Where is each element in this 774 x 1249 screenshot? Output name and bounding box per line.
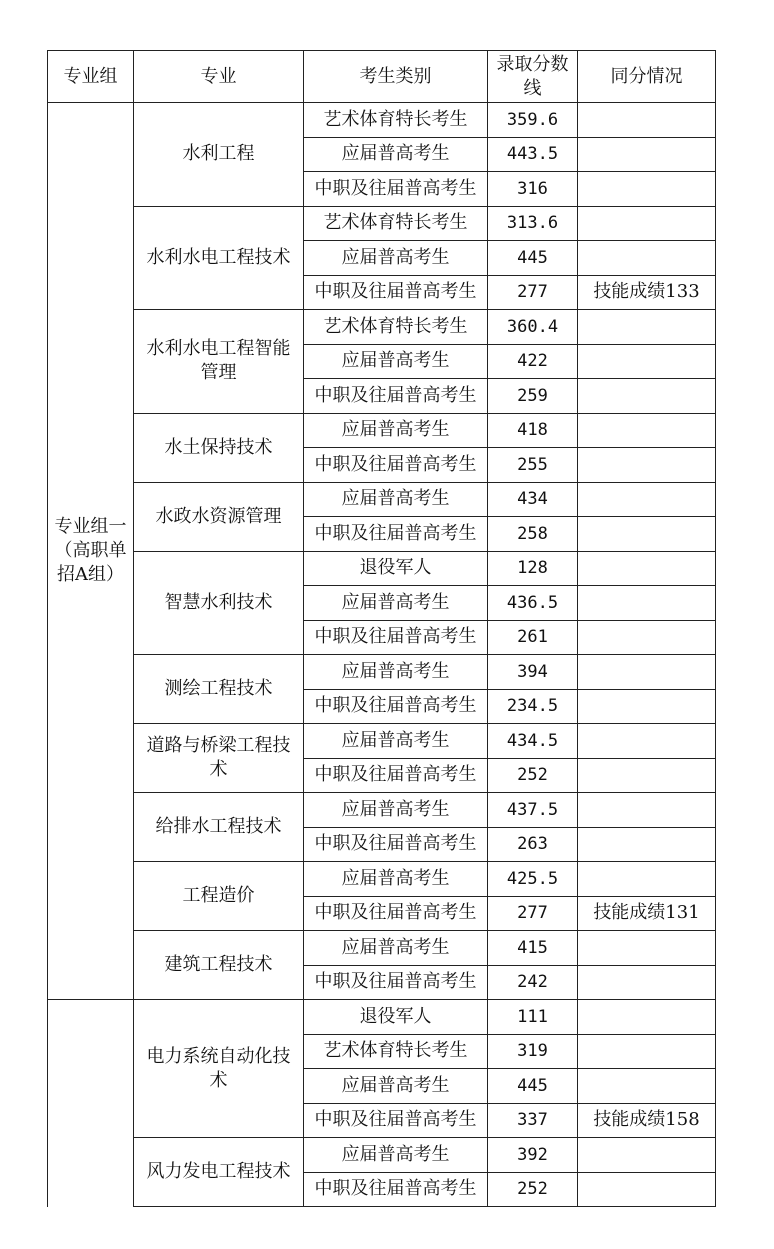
tie-cell: 技能成绩133	[578, 275, 716, 310]
category-cell: 应届普高考生	[304, 1138, 488, 1173]
tie-cell	[578, 758, 716, 793]
score-cell: 261	[488, 620, 578, 655]
score-cell: 234.5	[488, 689, 578, 724]
score-cell: 258	[488, 517, 578, 552]
tie-cell: 技能成绩131	[578, 896, 716, 931]
category-cell: 中职及往届普高考生	[304, 448, 488, 483]
score-cell: 313.6	[488, 206, 578, 241]
score-cell: 425.5	[488, 862, 578, 897]
category-cell: 应届普高考生	[304, 413, 488, 448]
score-cell: 360.4	[488, 310, 578, 345]
score-cell: 277	[488, 896, 578, 931]
score-cell: 252	[488, 1172, 578, 1207]
category-cell: 中职及往届普高考生	[304, 517, 488, 552]
table-row	[48, 310, 716, 345]
tie-cell	[578, 517, 716, 552]
header-score: 录取分数线	[488, 51, 578, 103]
table-row	[48, 206, 716, 241]
tie-cell	[578, 689, 716, 724]
category-cell: 退役军人	[304, 551, 488, 586]
score-cell: 392	[488, 1138, 578, 1173]
score-cell: 436.5	[488, 586, 578, 621]
category-cell: 应届普高考生	[304, 724, 488, 759]
table-row	[48, 482, 716, 517]
major-cell: 道路与桥梁工程技术	[134, 724, 304, 793]
table-row	[48, 793, 716, 828]
category-cell: 应届普高考生	[304, 1069, 488, 1104]
table-row	[48, 1000, 716, 1035]
score-cell: 263	[488, 827, 578, 862]
category-cell: 中职及往届普高考生	[304, 965, 488, 1000]
score-cell: 437.5	[488, 793, 578, 828]
category-cell: 艺术体育特长考生	[304, 206, 488, 241]
tie-cell	[578, 1069, 716, 1104]
major-cell: 水政水资源管理	[134, 482, 304, 551]
tie-cell	[578, 241, 716, 276]
score-cell: 242	[488, 965, 578, 1000]
major-cell: 水利工程	[134, 103, 304, 207]
score-cell: 394	[488, 655, 578, 690]
table-row	[48, 1138, 716, 1173]
category-cell: 应届普高考生	[304, 862, 488, 897]
category-cell: 艺术体育特长考生	[304, 103, 488, 138]
tie-cell	[578, 586, 716, 621]
score-cell: 128	[488, 551, 578, 586]
tie-cell	[578, 413, 716, 448]
score-cell: 418	[488, 413, 578, 448]
category-cell: 应届普高考生	[304, 931, 488, 966]
table-body	[48, 103, 716, 1207]
header-tie: 同分情况	[578, 51, 716, 103]
category-cell: 应届普高考生	[304, 482, 488, 517]
tie-cell	[578, 1034, 716, 1069]
tie-cell	[578, 862, 716, 897]
tie-cell	[578, 620, 716, 655]
category-cell: 应届普高考生	[304, 793, 488, 828]
admission-score-table	[47, 50, 716, 1207]
category-cell: 中职及往届普高考生	[304, 1172, 488, 1207]
score-cell: 443.5	[488, 137, 578, 172]
major-cell: 水土保持技术	[134, 413, 304, 482]
tie-cell	[578, 344, 716, 379]
header-major: 专业	[134, 51, 304, 103]
major-cell: 智慧水利技术	[134, 551, 304, 655]
score-cell: 255	[488, 448, 578, 483]
tie-cell	[578, 379, 716, 414]
major-cell: 测绘工程技术	[134, 655, 304, 724]
category-cell: 中职及往届普高考生	[304, 896, 488, 931]
tie-cell	[578, 137, 716, 172]
table-row	[48, 655, 716, 690]
score-cell: 445	[488, 1069, 578, 1104]
score-cell: 277	[488, 275, 578, 310]
tie-cell	[578, 724, 716, 759]
tie-cell	[578, 965, 716, 1000]
major-cell: 水利水电工程智能管理	[134, 310, 304, 414]
tie-cell	[578, 482, 716, 517]
score-cell: 337	[488, 1103, 578, 1138]
category-cell: 应届普高考生	[304, 344, 488, 379]
score-cell: 445	[488, 241, 578, 276]
tie-cell	[578, 206, 716, 241]
tie-cell	[578, 655, 716, 690]
category-cell: 应届普高考生	[304, 655, 488, 690]
header-category: 考生类别	[304, 51, 488, 103]
table-row	[48, 862, 716, 897]
table-row	[48, 931, 716, 966]
major-cell: 工程造价	[134, 862, 304, 931]
group-cell: 专业组一（高职单招A组）	[48, 103, 134, 1000]
category-cell: 应届普高考生	[304, 137, 488, 172]
header-group: 专业组	[48, 51, 134, 103]
tie-cell	[578, 827, 716, 862]
category-cell: 中职及往届普高考生	[304, 1103, 488, 1138]
category-cell: 中职及往届普高考生	[304, 172, 488, 207]
tie-cell	[578, 448, 716, 483]
major-cell: 水利水电工程技术	[134, 206, 304, 310]
table-row	[48, 413, 716, 448]
score-cell: 316	[488, 172, 578, 207]
score-cell: 111	[488, 1000, 578, 1035]
score-cell: 434.5	[488, 724, 578, 759]
group-cell	[48, 1000, 134, 1207]
tie-cell	[578, 172, 716, 207]
category-cell: 艺术体育特长考生	[304, 1034, 488, 1069]
major-cell: 电力系统自动化技术	[134, 1000, 304, 1138]
category-cell: 中职及往届普高考生	[304, 827, 488, 862]
major-cell: 建筑工程技术	[134, 931, 304, 1000]
score-cell: 434	[488, 482, 578, 517]
score-cell: 252	[488, 758, 578, 793]
score-cell: 259	[488, 379, 578, 414]
category-cell: 应届普高考生	[304, 586, 488, 621]
category-cell: 应届普高考生	[304, 241, 488, 276]
score-cell: 359.6	[488, 103, 578, 138]
tie-cell	[578, 1000, 716, 1035]
tie-cell	[578, 931, 716, 966]
major-cell: 风力发电工程技术	[134, 1138, 304, 1207]
major-cell: 给排水工程技术	[134, 793, 304, 862]
score-cell: 415	[488, 931, 578, 966]
header-row	[48, 51, 716, 103]
tie-cell	[578, 1172, 716, 1207]
tie-cell	[578, 793, 716, 828]
tie-cell	[578, 1138, 716, 1173]
category-cell: 中职及往届普高考生	[304, 758, 488, 793]
tie-cell	[578, 551, 716, 586]
category-cell: 中职及往届普高考生	[304, 620, 488, 655]
table-row	[48, 724, 716, 759]
score-cell: 422	[488, 344, 578, 379]
tie-cell	[578, 310, 716, 345]
tie-cell: 技能成绩158	[578, 1103, 716, 1138]
category-cell: 艺术体育特长考生	[304, 310, 488, 345]
tie-cell	[578, 103, 716, 138]
table-row	[48, 551, 716, 586]
table-row	[48, 103, 716, 138]
category-cell: 中职及往届普高考生	[304, 275, 488, 310]
category-cell: 中职及往届普高考生	[304, 689, 488, 724]
category-cell: 退役军人	[304, 1000, 488, 1035]
category-cell: 中职及往届普高考生	[304, 379, 488, 414]
score-cell: 319	[488, 1034, 578, 1069]
